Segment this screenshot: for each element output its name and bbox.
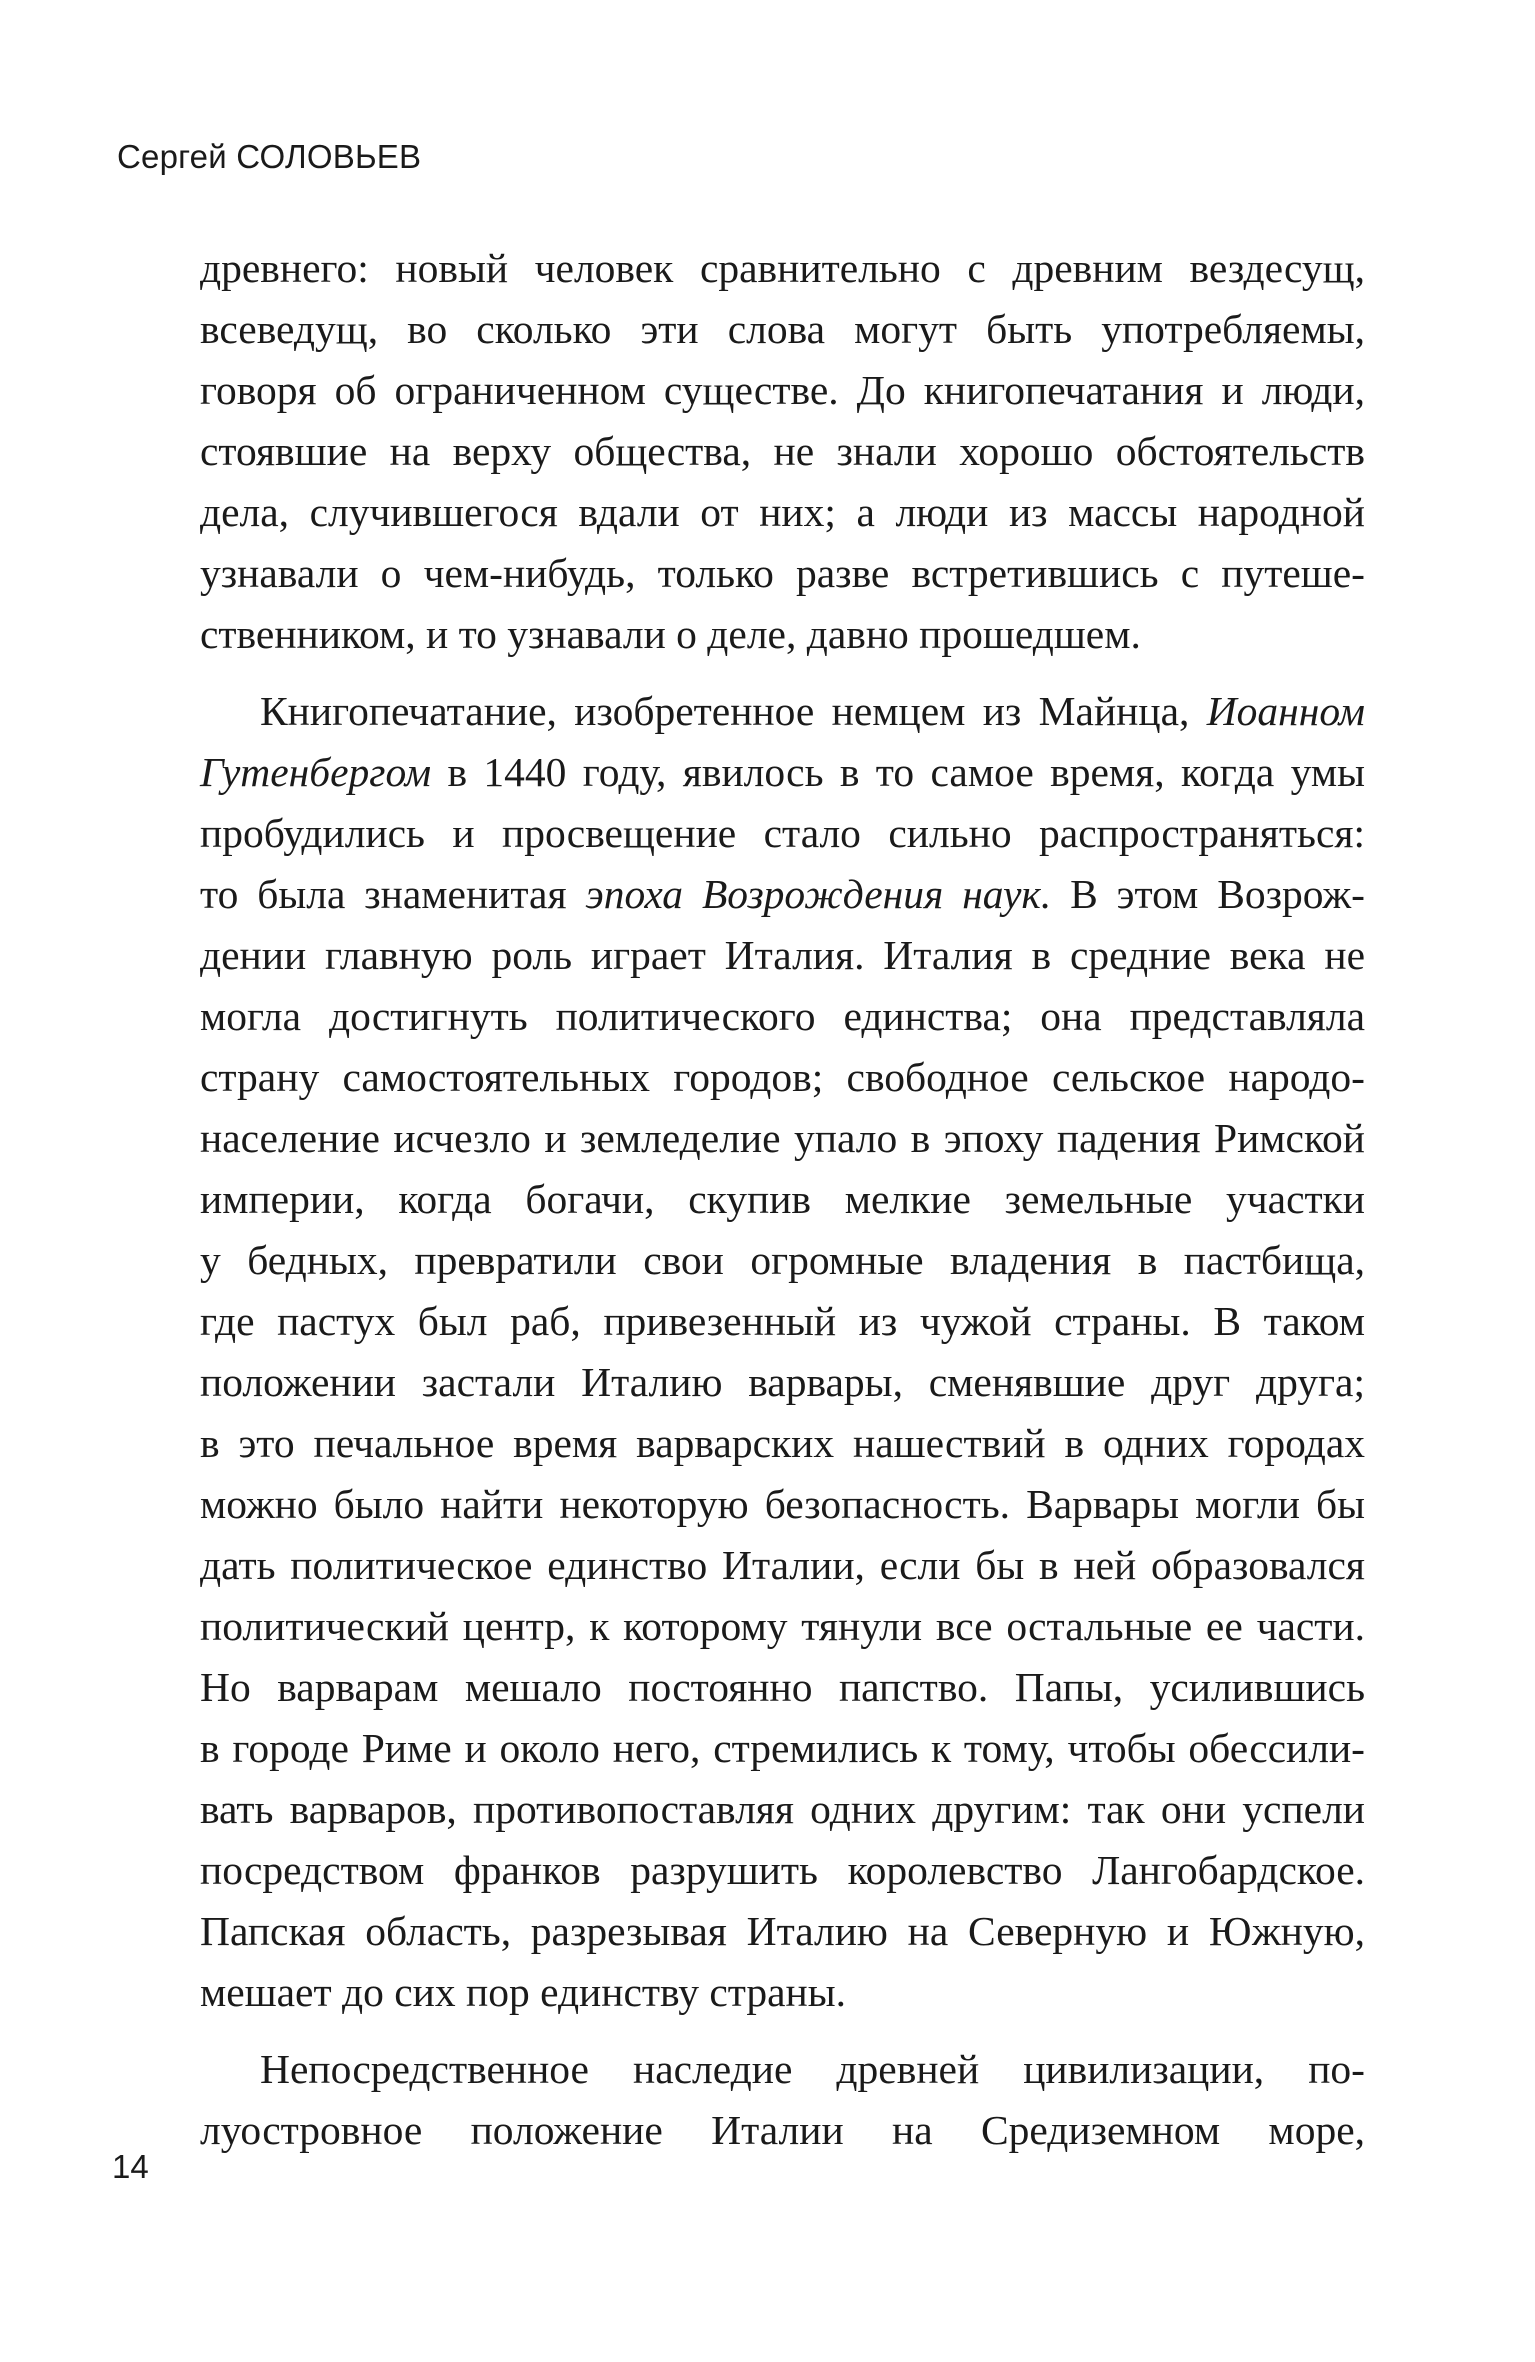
text-run: население исчезло и земледелие упало в эпоху падения Римской [200, 1115, 1365, 1161]
italic-text: Иоанном [1206, 688, 1365, 734]
text-run: империи, когда богачи, скупив мелкие земельные участки [200, 1176, 1365, 1222]
text-line [200, 1169, 1365, 1230]
text-run: положении застали Италию варвары, сменявшие друг друга; [200, 1359, 1365, 1405]
text-run: говоря об ограниченном существе. До книгопечатания и люди, [200, 367, 1365, 413]
text-run: политический центр, к которому тянули все остальные ее части. [200, 1603, 1365, 1649]
text-line [200, 1535, 1365, 1596]
text-run: мешает до сих пор единству страны. [200, 1969, 847, 2015]
text-line [200, 1962, 1365, 2023]
paragraph-gap [200, 2023, 1365, 2039]
text-run: дела, случившегося вдали от них; а люди из массы народной [200, 489, 1365, 535]
text-line [200, 1474, 1365, 1535]
text-run: можно было найти некоторую безопасность. Варвары могли бы [200, 1481, 1365, 1527]
text-run: древнего: новый человек сравнительно с древним вездесущ, [200, 245, 1365, 291]
text-line [200, 2100, 1365, 2161]
paragraph [200, 2039, 1365, 2161]
text-line [200, 1108, 1365, 1169]
text-line [200, 925, 1365, 986]
text-line [200, 1901, 1365, 1962]
text-line [200, 2039, 1365, 2100]
text-run: посредством франков разрушить королевство Лангобардское. [200, 1847, 1365, 1893]
text-run: всеведущ, во сколько эти слова могут быть употребляемы, [200, 306, 1365, 352]
text-run: Но варварам мешало постоянно папство. Папы, усилившись [200, 1664, 1365, 1710]
text-line [200, 482, 1365, 543]
paragraph-gap [200, 665, 1365, 681]
text-line [200, 1413, 1365, 1474]
text-line [200, 1657, 1365, 1718]
text-run: луостровное положение Италии на Средиземном море, [200, 2107, 1365, 2153]
running-head: Сергей СОЛОВЬЕВ [117, 138, 422, 175]
text-line [200, 1596, 1365, 1657]
text-run: страну самостоятельных городов; свободное сельское народо- [200, 1054, 1365, 1100]
text-run: у бедных, превратили свои огромные владения в пастбища, [200, 1237, 1365, 1283]
text-line [200, 421, 1365, 482]
text-line [200, 604, 1365, 665]
paragraph [200, 238, 1365, 665]
text-line [200, 742, 1365, 803]
text-run: где пастух был раб, привезенный из чужой страны. В таком [200, 1298, 1365, 1344]
text-run: могла достигнуть политического единства; она представляла [200, 993, 1365, 1039]
text-run: в 1440 году, явилось в то самое время, когда умы [431, 749, 1365, 795]
text-run: дении главную роль играет Италия. Италия в средние века не [200, 932, 1365, 978]
text-run: пробудились и просвещение стало сильно распространяться: [200, 810, 1365, 856]
text-run: узнавали о чем-нибудь, только разве встретившись с путеше- [200, 550, 1365, 596]
text-line [200, 238, 1365, 299]
text-line [200, 1779, 1365, 1840]
text-run: в городе Риме и около него, стремились к тому, чтобы обессили- [200, 1725, 1365, 1771]
text-line [200, 360, 1365, 421]
text-line [200, 1352, 1365, 1413]
text-run: дать политическое единство Италии, если бы в ней образовался [200, 1542, 1365, 1588]
page-number: 14 [112, 2148, 149, 2185]
text-run: Книгопечатание, изобретенное немцем из Майнца, [260, 688, 1207, 734]
italic-text: эпоха Возрождения наук. [585, 871, 1052, 917]
text-line [200, 1840, 1365, 1901]
text-line [200, 803, 1365, 864]
body-text [200, 238, 1365, 2161]
italic-text: Гутенбергом [200, 749, 432, 795]
text-line [200, 864, 1365, 925]
text-run: стоявшие на верху общества, не знали хорошо обстоятельств [200, 428, 1365, 474]
text-run: ственником, и то узнавали о деле, давно прошедшем. [200, 611, 1141, 657]
text-run: в это печальное время варварских нашествий в одних городах [200, 1420, 1365, 1466]
text-line [200, 1291, 1365, 1352]
text-run: Папская область, разрезывая Италию на Северную и Южную, [200, 1908, 1365, 1954]
text-run: В этом Возрож- [1051, 871, 1365, 917]
text-line [200, 681, 1365, 742]
text-run: вать варваров, противопоставляя одних другим: так они успели [200, 1786, 1365, 1832]
text-line [200, 543, 1365, 604]
text-run: то была знаменитая [200, 871, 586, 917]
text-line [200, 299, 1365, 360]
text-line [200, 1718, 1365, 1779]
text-line [200, 1047, 1365, 1108]
text-run: Непосредственное наследие древней цивилизации, по- [260, 2046, 1365, 2092]
text-line [200, 1230, 1365, 1291]
paragraph [200, 681, 1365, 2023]
text-line [200, 986, 1365, 1047]
